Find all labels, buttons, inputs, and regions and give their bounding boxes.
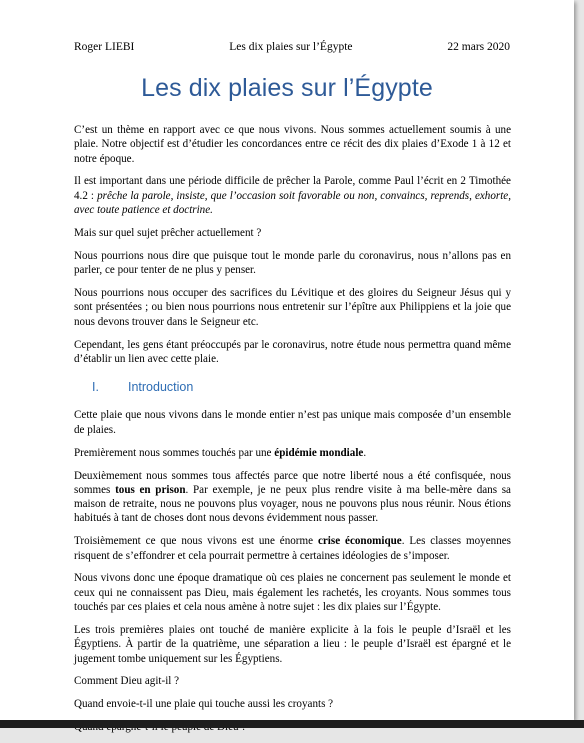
paragraph [74, 446, 511, 460]
paragraph: Nous vivons donc une époque dramatique où ces plaies ne concernent pas seulement le monde et ceux qui ne connaissent pas Dieu, mais également les rachetés, les croyants. Nous sommes tous touchés par ces plaies et cela nous amène à notre sujet : les dix plaies sur l’Égypte. [74, 572, 511, 614]
paragraph-text: Il est important dans une période difficile de prêcher la Parole, comme Paul l’écrit en 2 Timothée 4.2 : [74, 175, 511, 202]
paragraph-text: . Les classes moyennes risquent de s’effondrer et cela pourrait permettre à certaines idéologies de s’imposer. [74, 535, 511, 562]
document-body [74, 123, 511, 743]
paragraph: Nous pourrions nous occuper des sacrifices du Lévitique et des gloires du Seigneur Jésus qui y sont présentées ; ou bien nous pourrions nous entretenir sur l’épître aux Philippiens et la joie que nous devons trouver dans le Seigneur etc. [74, 287, 511, 328]
header-doc-title: Les dix plaies sur l’Égypte [229, 41, 353, 53]
emphasis-text: épidémie mondiale [274, 446, 364, 459]
paragraph-text: Deuxièmement nous sommes tous affectés parce que notre liberté nous a été confisquée, nous sommes [74, 469, 511, 496]
paragraph: Les trois premières plaies ont touché de manière explicite à la fois le peuple d’Israël et les Égyptiens. À partir de la quatrième, une séparation a lieu : le peuple d’Israël est épargné et le jugement tombe uniquement sur les Égyptiens. [74, 623, 511, 665]
header-author: Roger LIEBI [74, 41, 135, 53]
page-header [74, 41, 510, 53]
paragraph [74, 469, 511, 526]
question: Comment Dieu agit-il ? [74, 675, 180, 688]
paragraph-text: Premièrement nous sommes touchés par une [74, 446, 275, 459]
emphasis-text: tous en prison [115, 483, 186, 496]
paragraph: Mais sur quel sujet prêcher actuellement ? [74, 226, 262, 239]
paragraph: Cependant, les gens étant préoccupés par le coronavirus, notre étude nous permettra quand même d’établir un lien avec cette plaie. [74, 338, 511, 365]
question: Quand envoie-t-il une plaie qui touche aussi les croyants ? [74, 698, 334, 711]
section-number: I. [92, 380, 99, 395]
paragraph: C’est un thème en rapport avec ce que nous vivons. Nous sommes actuellement soumis à une plaie. Notre objectif est d’étudier les concordances entre ce récit des dix plaies d’Exode 1 à 12 et notre époque. [74, 124, 511, 165]
document-title: Les dix plaies sur l’Égypte [141, 74, 433, 102]
scripture-quote: prêche la parole, insiste, que l’occasion soit favorable ou non, convaincs, reprends, exhorte, avec toute patience et doctrine. [74, 189, 512, 217]
emphasis-text: crise économique [317, 535, 402, 548]
paragraph-text: . [363, 446, 367, 459]
paragraph [74, 174, 511, 217]
paragraph [74, 534, 511, 563]
paragraph: Cette plaie que nous vivons dans le monde entier n’est pas unique mais composée d’un ensemble de plaies. [74, 409, 511, 436]
header-date: 22 mars 2020 [447, 41, 510, 53]
section-heading [92, 380, 511, 394]
section-title: Introduction [128, 380, 194, 395]
paragraph-text: . Par exemple, je ne peux plus rendre visite à ma belle-mère dans sa maison de retraite, nous ne pouvons plus voyager, nous ne pouvons plus nous réunir. Nous étions habitués à tant de choses dont nous devons évidemment nous passer. [74, 483, 511, 525]
window-bottom-bar [0, 720, 584, 728]
paragraph: Nous pourrions nous dire que puisque tout le monde parle du coronavirus, nous n’allons pas en parler, ce pour tenter de ne plus y penser. [74, 249, 511, 277]
paragraph-text: Troisièmement ce que nous vivons est une énorme [74, 535, 318, 548]
